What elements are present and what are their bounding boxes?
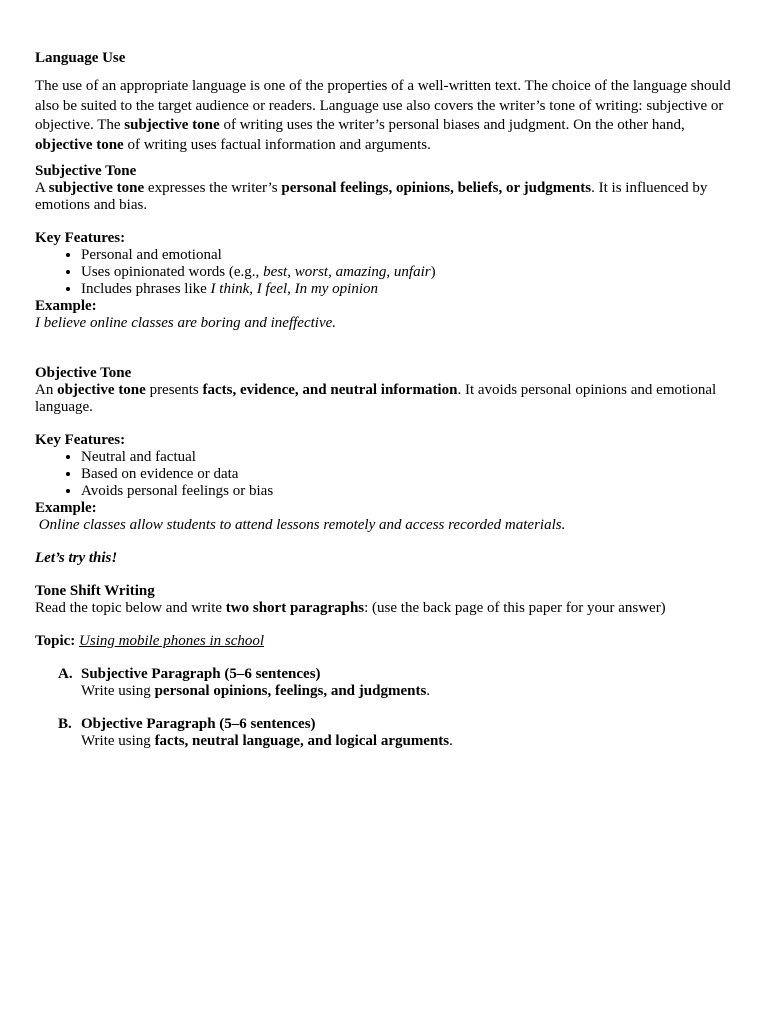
spacer	[35, 617, 740, 633]
text-run: Write using	[81, 733, 155, 749]
spacer	[35, 650, 740, 666]
text-run: )	[430, 264, 436, 280]
bold-term: personal opinions, feelings, and judgments	[154, 683, 427, 699]
spacer-item	[81, 700, 740, 716]
objective-key-features-label: Key Features:	[35, 432, 126, 448]
spacer	[35, 155, 740, 163]
text-run: : (use the back page of this paper for your answer)	[364, 600, 666, 616]
lets-try-heading	[35, 550, 740, 567]
text-run: An	[35, 382, 58, 398]
text-run: Read the topic below and write	[35, 600, 226, 616]
spacer	[35, 534, 740, 550]
text-run: Uses opinionated words (e.g.,	[81, 264, 264, 280]
text-run: . It is influenced by emotions and bias.	[35, 180, 708, 213]
objective-features-list	[35, 449, 740, 500]
bold-term: objective tone	[57, 382, 146, 398]
text-run: of writing uses the writer’s personal biases and judgment. On the other hand,	[219, 117, 685, 133]
spacer	[35, 416, 740, 432]
spacer	[35, 214, 740, 230]
list-item	[81, 264, 740, 281]
text-run: .	[426, 683, 431, 699]
objective-example-label: Example:	[35, 500, 97, 516]
text-run: expresses the writer’s	[144, 180, 282, 196]
topic-line	[35, 633, 740, 650]
text-run: of writing uses factual information and arguments.	[123, 136, 431, 153]
bold-term: two short paragraphs	[225, 600, 365, 616]
bold-term: subjective tone	[124, 117, 220, 133]
bold-term: subjective tone	[48, 180, 145, 196]
task-list	[35, 666, 740, 750]
subjective-definition	[35, 180, 740, 214]
language-use-paragraph	[35, 77, 740, 155]
list-item: • Personal and emotional	[81, 247, 740, 264]
bold-term: facts, neutral language, and logical arguments	[154, 733, 450, 749]
section-title-language-use: Language Use	[35, 50, 126, 66]
task-item-b	[58, 716, 740, 750]
list-item: • Neutral and factual	[81, 449, 740, 466]
objective-definition	[35, 382, 740, 416]
text-run: Includes phrases like	[81, 281, 211, 297]
subjective-example-label: Example:	[35, 298, 97, 314]
text-run: Write using	[81, 683, 155, 699]
task-item-a	[58, 666, 740, 700]
list-marker: B.	[58, 716, 72, 732]
text-run: The use of an appropriate language is one of the properties of a well-written text. The choice of the language should also be suited to the target audience or readers. Language use also covers the writer’s tone of writing: subjective or objective. The	[35, 78, 731, 133]
spacer	[35, 567, 740, 583]
bold-term: objective tone	[35, 136, 124, 153]
text-run: A	[35, 180, 49, 196]
list-item: • Based on evidence or data	[81, 466, 740, 483]
spacer	[35, 332, 740, 365]
bold-term: facts, evidence, and neutral information	[202, 382, 458, 398]
task-title: Objective Paragraph (5–6 sentences)	[81, 716, 316, 732]
subjective-key-features-label: Key Features:	[35, 230, 126, 246]
text-run: presents	[145, 382, 203, 398]
bold-italic-text: Let’s try this!	[35, 550, 118, 566]
list-marker: A.	[58, 666, 73, 682]
italic-text: Online classes allow students to attend lessons remotely and access recorded materials.	[35, 517, 566, 533]
italic-text: best, worst, amazing, unfair	[263, 264, 431, 280]
list-item	[81, 281, 740, 298]
subjective-example-text	[35, 315, 740, 332]
activity-instructions	[35, 600, 740, 617]
section-title-objective-tone: Objective Tone	[35, 365, 132, 381]
bold-term: personal feelings, opinions, beliefs, or judgments	[281, 180, 592, 196]
subjective-features-list	[35, 247, 740, 298]
italic-text: I believe online classes are boring and ineffective.	[35, 315, 337, 331]
topic-text: Using mobile phones in school	[79, 633, 265, 649]
activity-title: Tone Shift Writing	[35, 583, 155, 599]
task-title: Subjective Paragraph (5–6 sentences)	[81, 666, 321, 682]
objective-example-text	[35, 517, 740, 534]
topic-label: Topic:	[35, 633, 80, 649]
text-run: . It avoids personal opinions and emotional language.	[35, 382, 717, 415]
section-title-subjective-tone: Subjective Tone	[35, 163, 137, 179]
italic-text: I think, I feel, In my opinion	[210, 281, 379, 297]
list-item: • Avoids personal feelings or bias	[81, 483, 740, 500]
text-run: .	[449, 733, 453, 749]
